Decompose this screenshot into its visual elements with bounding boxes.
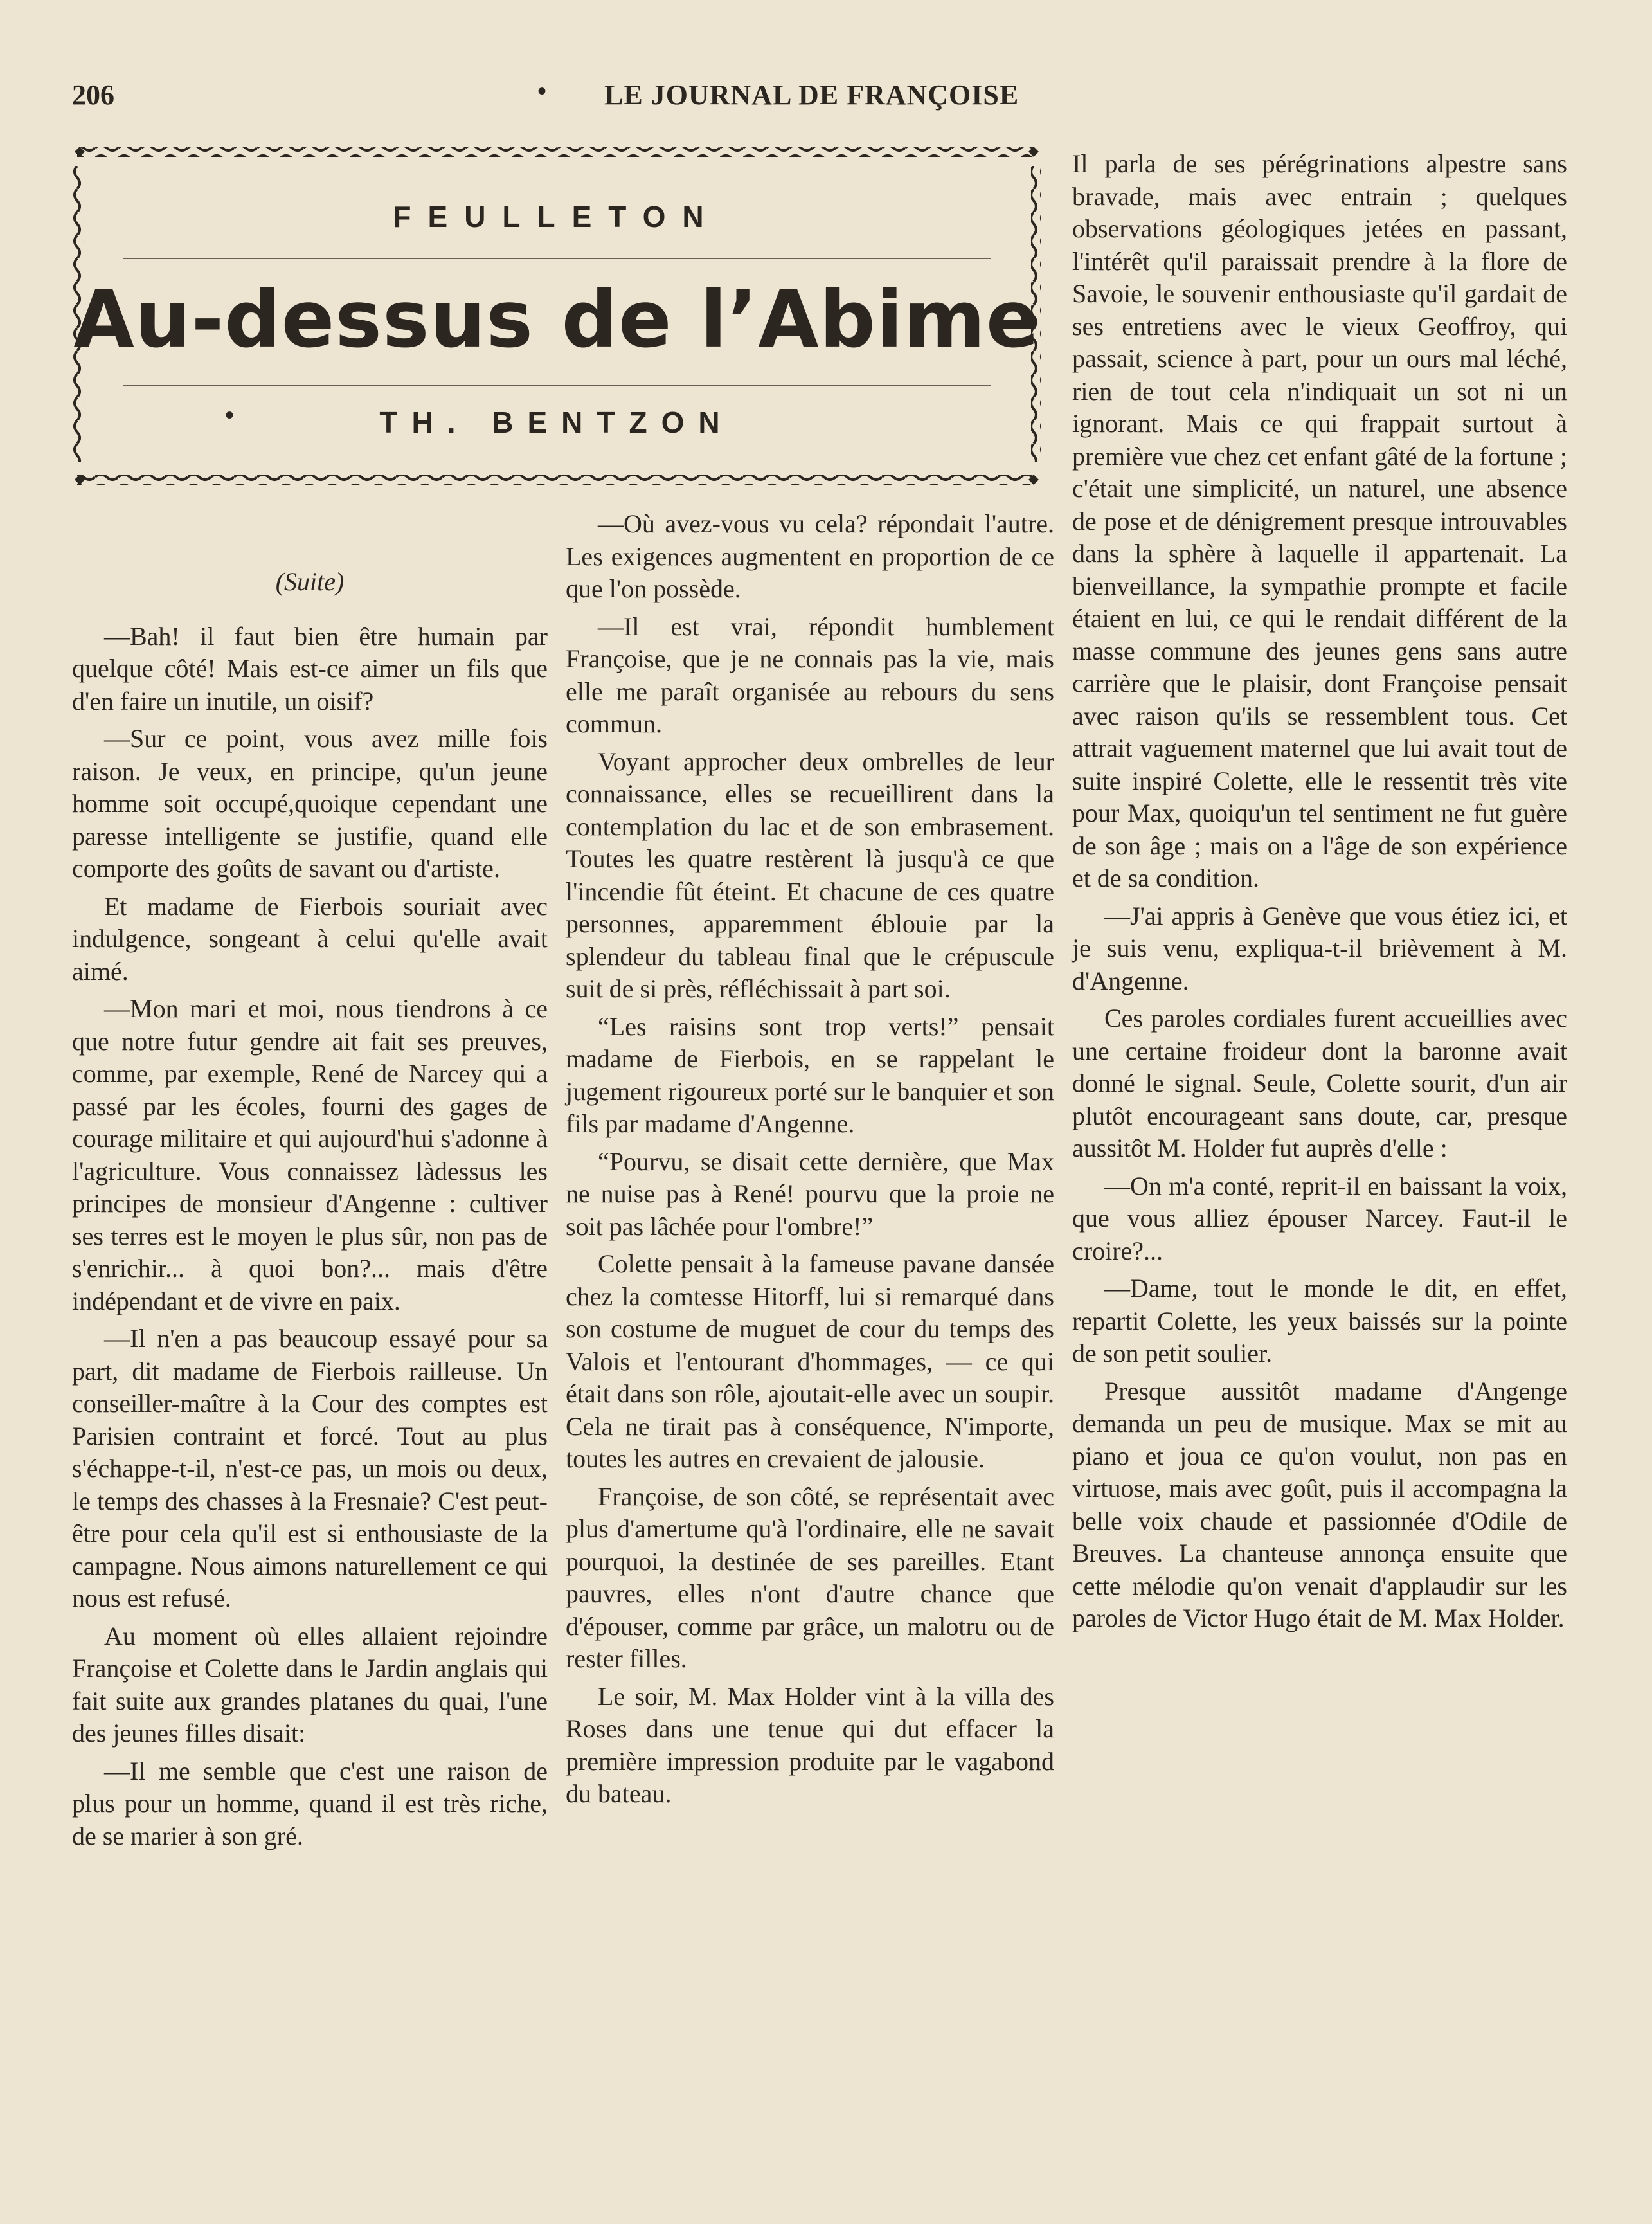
- paragraph: Voyant approcher deux ombrelles de leur connaissance, elles se recueillirent dans la contemplation du lac et de son embrasement. Toutes les quatre restèrent là jusqu'à ce que l'incendie fût éteint. Et chacune de ces quatre personnes, apparemment éblouie par la splendeur du tableau final que le crépuscule suit de si près, réfléchissait à part soi.: [566, 746, 1054, 1003]
- paragraph: Françoise, de son côté, se représentait avec plus d'amertume qu'à l'ordinaire, elle ne savait pourquoi, la destinée de ses pareilles. Etant pauvres, elles n'ont d'autre chance que d'épouser, comme par grâce, un malotru ou de rester filles.: [566, 1481, 1054, 1673]
- text-column-3: [1072, 148, 1567, 1635]
- paragraph: Il parla de ses pérégrinations alpestre sans bravade, mais avec entrain ; quelques observations géologiques jetées en passant, l'intérêt qu'il paraissait prendre à la flore de Savoie, le souvenir enthousiaste qu'il gardait de ses entretiens avec le vieux Geoffroy, qui passait, science à part, pour un ours mal léché, rien de tout cela n'indiquait un sot ni un ignorant. Mais ce qui frappait surtout à première vue chez cet enfant gâté de la fortune ; c'était une simplicité, un naturel, une absence de pose et de dénigrement presque introuvables dans la sphère à laquelle il appartenait. La bienveillance, la sympathie prompte et facile étaient en lui, ce qui le rendait différent de la masse commune des jeunes gens sans autre carrière que le plaisir, dont Françoise pensait avec raison qu'ils se ressemblent tous. Cet attrait vaguement maternel que lui avait tout de suite inspiré Colette, elle le ressentit très vite pour Max, quoiqu'un tel sentiment ne fut guère de son âge ; mais on a l'âge de son expérience et de sa condition.: [1072, 149, 1567, 892]
- paragraph: —Il me semble que c'est une raison de plus pour un homme, quand il est très riche, de se marier à son gré.: [72, 1756, 548, 1850]
- suite-note: (Suite): [275, 567, 345, 596]
- paragraph: “Les raisins sont trop verts!” pensait madame de Fierbois, en se rappelant le jugement rigoureux porté sur le banquier et son fils par madame d'Angenne.: [566, 1011, 1054, 1138]
- paragraph: Colette pensait à la fameuse pavane dansée chez la comtesse Hitorff, lui si remarqué dans son costume de muguet de cour du temps des Valois et l'entourant d'hommages, — ce qui était dans son rôle, ajoutait-elle avec un soupir. Cela ne tirait pas à conséquence, N'importe, toutes les autres en crevaient de jalousie.: [566, 1249, 1054, 1473]
- paragraph: —Dame, tout le monde le dit, en effet, repartit Colette, les yeux baissés sur la pointe de son petit soulier.: [1072, 1274, 1567, 1368]
- paragraph: Le soir, M. Max Holder vint à la villa des Roses dans une tenue qui dut effacer la première impression produite par le vagabond du bateau.: [566, 1681, 1054, 1808]
- paragraph: Au moment où elles allaient rejoindre Françoise et Colette dans le Jardin anglais qui fait suite aux grandes platanes du quai, l'une des jeunes filles disait:: [72, 1621, 548, 1748]
- story-author: TH. BENTZON: [379, 406, 734, 439]
- feuilleton-heading: [72, 143, 1041, 489]
- header-separator: •: [537, 77, 547, 105]
- paragraph: —Sur ce point, vous avez mille fois raison. Je veux, en principe, qu'un jeune homme soit occupé,quoique cependant une paresse intelligente se justifie, quand elle comporte des goûts de savant ou d'artiste.: [72, 724, 548, 883]
- paragraph: Ces paroles cordiales furent accueillies avec une certaine froideur dont la baronne avait donné le signal. Seule, Colette sourit, d'un air plutôt encourageant sans doute, car, presque aussitôt M. Holder fut auprès d'elle :: [1072, 1004, 1567, 1162]
- journal-title: LE JOURNAL DE FRANÇOISE: [604, 79, 1019, 111]
- paragraph: —On m'a conté, reprit-il en baissant la voix, que vous alliez épouser Narcey. Faut-il le croire?...: [1072, 1171, 1567, 1265]
- page-number: 206: [72, 79, 114, 111]
- paragraph: —J'ai appris à Genève que vous étiez ici, et je suis venu, expliqua-t-il brièvement à M. d'Angenne.: [1072, 901, 1567, 995]
- text-column-2: [566, 508, 1054, 1811]
- paragraph: Et madame de Fierbois souriait avec indulgence, songeant à celui qu'elle avait aimé.: [72, 891, 548, 986]
- paragraph: “Pourvu, se disait cette dernière, que Max ne nuise pas à René! pourvu que la proie ne soit pas lâchée pour l'ombre!”: [566, 1146, 1054, 1241]
- paragraph: —Il n'en a pas beaucoup essayé pour sa part, dit madame de Fierbois railleuse. Un conseiller-maître à la Cour des comptes est Parisien contraint et forcé. Tout au plus s'échappe-t-il, n'est-ce pas, un mois ou deux, le temps des chasses à la Fresnaie? C'est peut-être pour cela qu'il est si enthousiaste de la campagne. Nous aimons naturellement ce qui nous est refusé.: [72, 1324, 548, 1613]
- story-title: Au-dessus de l’Abime: [73, 274, 1040, 365]
- feuilleton-label: FEULLETON: [393, 200, 721, 233]
- paragraph: —Il est vrai, répondit humblement Françoise, que je ne connais pas la vie, mais elle me paraît organisée au rebours du sens commun.: [566, 611, 1054, 738]
- text-column-1: [72, 566, 548, 1852]
- paragraph: —Bah! il faut bien être humain par quelque côté! Mais est-ce aimer un fils que d'en faire un inutile, un oisif?: [72, 621, 548, 716]
- paragraph: Presque aussitôt madame d'Angenge demanda un peu de musique. Max se mit au piano et joua ce qu'on voulut, non pas en virtuose, mais avec goût, puis il accompagna la belle voix chaude et passionnée d'Odile de Breuves. La chanteuse annonça ensuite que cette mélodie qu'on venait d'applaudir sur les paroles de Victor Hugo était de M. Max Holder.: [1072, 1376, 1567, 1632]
- paragraph: —Où avez-vous vu cela? répondait l'autre. Les exigences augmentent en proportion de ce que l'on possède.: [566, 509, 1054, 603]
- paragraph: —Mon mari et moi, nous tiendrons à ce que notre futur gendre ait fait ses preuves, comme, par exemple, René de Narcey qui a passé par les écoles, fourni des gages de courage militaire et qui aujourd'hui s'adonne à l'agriculture. Vous connaissez làdessus les principes de monsieur d'Angenne : cultiver ses terres est le moyen le plus sûr, non pas de s'enrichir... à quoi bon?... mais d'être indépendant et de vivre en paix.: [72, 994, 548, 1315]
- author-marker: •: [225, 401, 235, 429]
